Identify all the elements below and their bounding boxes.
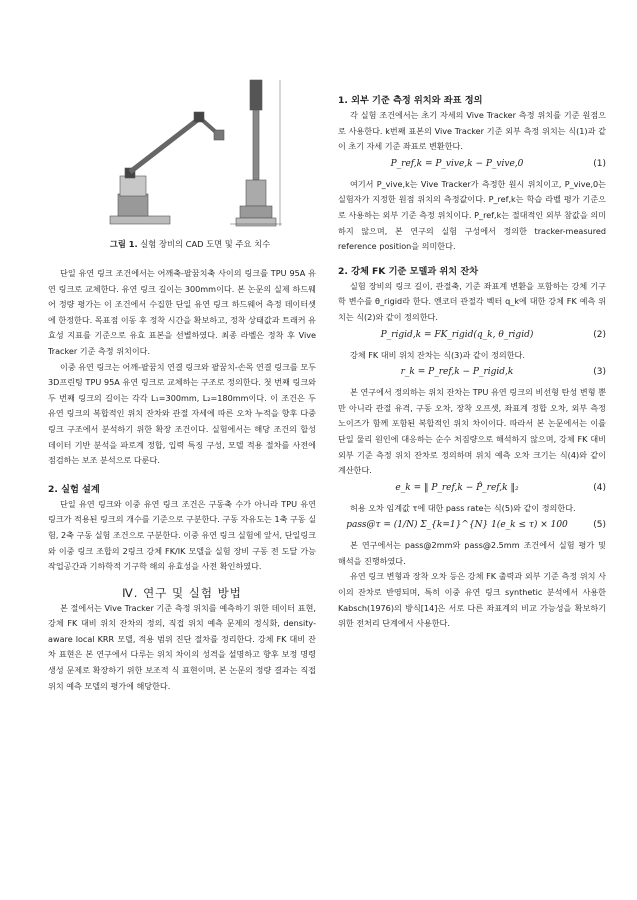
equation-1-number: (1) <box>593 158 606 169</box>
figure-caption-label: 그림 1. <box>109 239 138 249</box>
section-heading-setup: 2. 실험 설계 <box>48 483 100 495</box>
equation-1-body: P_ref,k = P_vive,k − P_vive,0 <box>390 158 524 169</box>
equation-4-body: e_k = ‖ P_ref,k − P̂_ref,k ‖₂ <box>395 482 519 493</box>
equation-1 <box>338 155 606 177</box>
section-heading-coordinates: 1. 외부 기준 측정 위치와 좌표 정의 <box>338 95 483 106</box>
left-paragraph-4: 본 절에서는 Vive Tracker 기준 측정 위치를 예측하기 위한 데이터 표현, 강체 FK 대비 위치 잔차의 정의, 직접 위치 예측 문제의 정식화, density-aware local KRR 모델, 적용 범위 진단 절차를 정리한다. 강체 FK 대비 잔차 표현은 본 연구에서 다루는 위치 차이의 성격을 설명하고 향후 보정 명령 생성 문제로 확장하기 위한 보조적 식 표현이며, 본 논문의 정량 결과는 직접 위치 예측 모델의 평가에 해당한다. <box>48 602 316 691</box>
right-paragraph-3: 실험 장비의 링크 길이, 관절축, 기준 좌표계 변환을 포함하는 강체 기구학 변수를 θ_rigid라 한다. 엔코더 관절각 벡터 q_k에 대한 강체 FK 예측 위치는 식(2)와 같이 정의한다. <box>338 280 606 322</box>
right-paragraph-7: 본 연구에서는 pass@2mm와 pass@2.5mm 조건에서 실험 평가 및 해석을 진행하였다. <box>338 540 606 566</box>
right-paragraph-1: 각 실험 조건에서는 초기 자세의 Vive Tracker 측정 위치를 기준 원점으로 사용한다. k번째 표본의 Vive Tracker 기준 외부 측정 위치는 식(1)과 같이 초기 자세 기준 좌표로 변환한다. <box>338 110 606 152</box>
right-paragraph-8: 유연 링크 변형과 장착 오차 등은 강체 FK 출력과 외부 기준 측정 위치 사이의 잔차로 반영되며, 특히 이중 유연 링크 synthetic 분석에서 사용한 Kabsch(1976)의 방식[14]은 서로 다른 좌표계의 비교 가능성을 확보하기 위한 전처리 단계에서 사용한다. <box>338 571 606 629</box>
figure-caption <box>80 238 300 250</box>
equation-3 <box>338 363 606 385</box>
equation-5-body: pass@τ = (1/N) Σ_{k=1}^{N} 1(e_k ≤ τ) × 100 <box>346 520 568 531</box>
equation-5-number: (5) <box>593 520 606 531</box>
equation-4 <box>338 479 606 501</box>
section-heading-fk: 2. 강체 FK 기준 모델과 위치 잔차 <box>338 265 479 277</box>
right-paragraph-6: 허용 오차 임계값 τ에 대한 pass rate는 식(5)와 같이 정의한다. <box>350 502 576 513</box>
equation-2-number: (2) <box>593 329 606 340</box>
equation-3-number: (3) <box>593 367 606 378</box>
section-heading-methods: Ⅳ. 연구 및 실험 방법 <box>122 585 242 600</box>
left-paragraph-3: 단일 유연 링크와 이중 유연 링크 조건은 구동축 수가 아니라 TPU 유연 링크가 적용된 링크의 개수를 기준으로 구분한다. 구동 자유도는 1축 구동 실험, 2축 구동 실험 조건으로 구분한다. 이중 유연 링크 실험에 앞서, 단일링크와 이중 링크 조합의 2링크 강체 FK/IK 모델을 실험 장비 구동 전 도달 가능 작업공간과 기하학적 기구학 해의 유효성을 사전 확인하였다. <box>48 498 317 572</box>
cad-figure <box>90 76 290 236</box>
arm-front-view <box>230 80 282 226</box>
right-paragraph-5: 본 연구에서 정의하는 위치 잔차는 TPU 유연 링크의 비선형 탄성 변형 뿐만 아니라 관절 유격, 구동 오차, 장착 오프셋, 좌표계 정합 오차, 외부 측정 노이즈가 함께 포함된 복합적인 위치 차이이다. 따라서 본 논문에서는 이를 단일 물리 원인에 대응하는 순수 처짐량으로 해석하지 않으며, 강체 FK 대비 외부 기준 측정 위치 잔차로 정의하며 위치 예측 오차 크기는 식(4)와 같이 계산한다. <box>338 387 606 476</box>
right-paragraph-2: 여기서 P_vive,k는 Vive Tracker가 측정한 원시 위치이고, P_vive,0는 실험자가 지정한 원점 위치의 측정값이다. P_ref,k는 학습 라벨 평가 기준으로 사용하는 외부 기준 측정 위치이다. P_ref,k는 절대적인 외부 참값을 의미하지 않으며, 본 연구의 실험 구성에서 정의한 tracker-measured reference position을 의미한다. <box>338 178 606 252</box>
equation-5 <box>338 516 606 538</box>
right-paragraph-4: 강체 FK 대비 위치 잔차는 식(3)과 같이 정의한다. <box>350 349 525 360</box>
left-column <box>48 266 316 694</box>
right-column <box>338 94 606 632</box>
arm-side-view <box>110 112 224 224</box>
equation-2 <box>338 326 606 348</box>
equation-3-body: r_k = P_ref,k − P_rigid,k <box>400 367 514 378</box>
figure-caption-text: 실험 장비의 CAD 도면 및 주요 치수 <box>140 239 271 249</box>
equation-4-number: (4) <box>593 482 606 493</box>
left-paragraph-1: 단일 유연 링크 조건에서는 어깨축-팔꿈치축 사이의 링크를 TPU 95A 유연 링크로 교체한다. 유연 링크 길이는 300mm이다. 본 논문의 실제 하드웨어 정량 평가는 이 조건에서 수집한 단일 유연 링크 하드웨어 측정 데이터셋에 한정한다. 목표점 이동 후 정착 시간을 확보하고, 정착 상태값과 트래커 유효성 지표를 기준으로 유효 표본을 선별하였다. 최종 라벨은 정착 후 Vive Tracker 기준 측정 위치이다. <box>48 268 317 356</box>
left-paragraph-2: 이중 유연 링크는 어깨-팔꿈치 연결 링크와 팔꿈치-손목 연결 링크를 모두 3D프린팅 TPU 95A 유연 링크로 교체하는 구조로 정의한다. 첫 번째 링크와 두 번째 링크의 길이는 각각 L₁=300mm, L₂=180mm이다. 이 조건은 두 유연 링크의 복합적인 위치 잔차와 관절 자세에 따른 오차 누적을 향후 다중 링크 구조에서 분석하기 위한 확장 조건이다. 실험에서는 해당 조건의 합성 데이터 기반 분석을 파로계 정합, 입력 특징 구성, 모델 적용 절차를 사전에 점검하는 보조 분석으로 다룬다. <box>48 361 316 466</box>
equation-2-body: P_rigid,k = FK_rigid(q_k, θ_rigid) <box>380 329 534 340</box>
